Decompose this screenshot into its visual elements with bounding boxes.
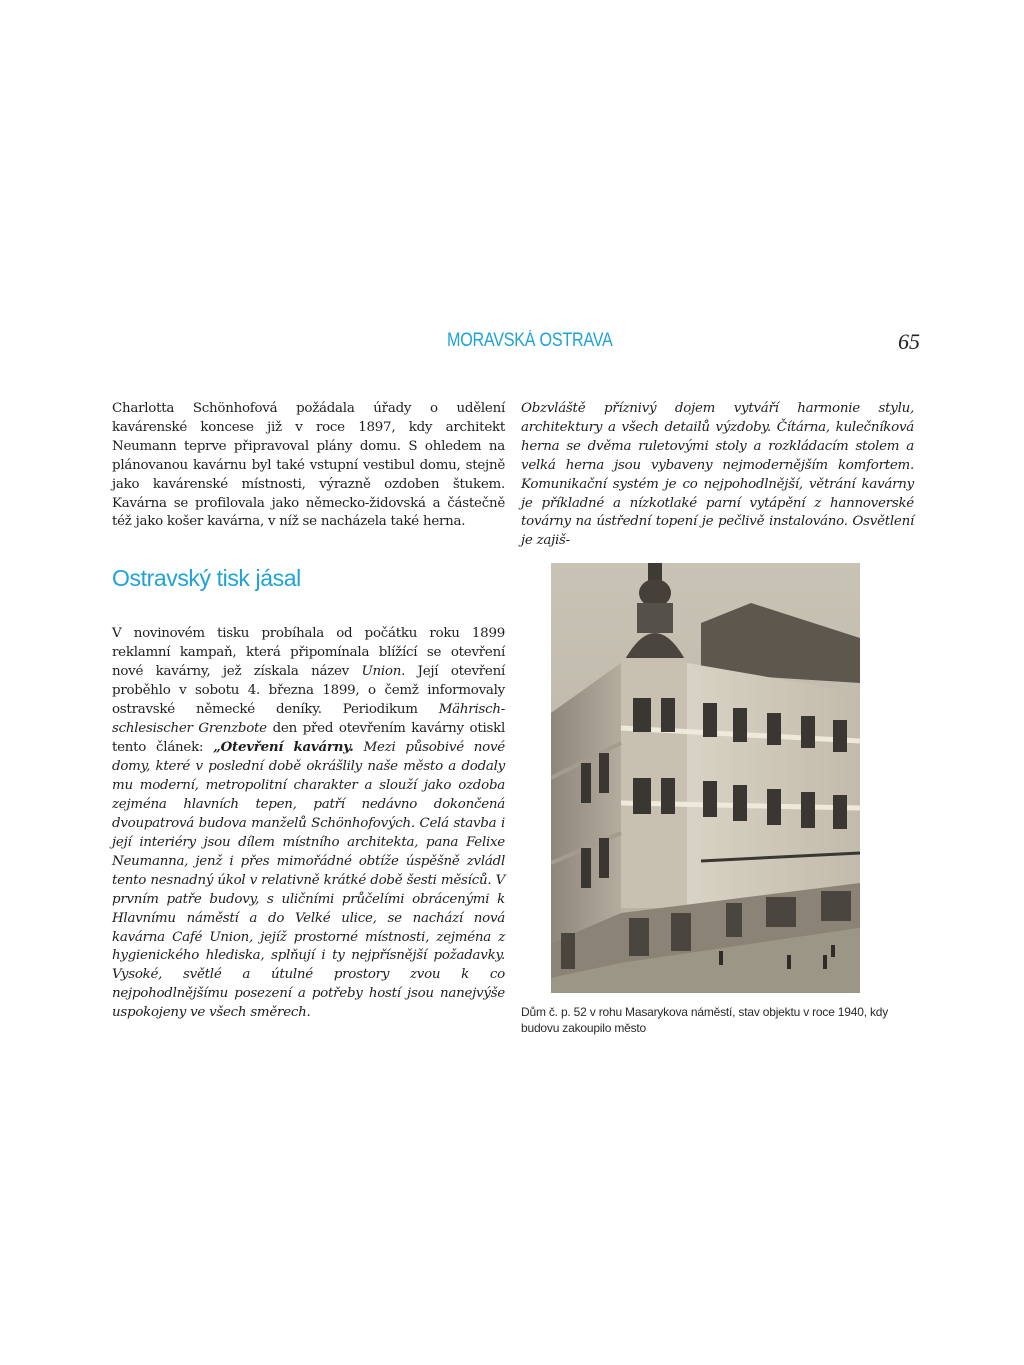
building-photo [551,563,860,993]
running-title: MORAVSKÁ OSTRAVA [447,330,613,351]
article-quote: Mezi působivé nové domy, které v poslední době okrášlily naše město a dodaly mu moderní, metropolitní charakter a slouží jako ozdoba zejména hlavních tepen, patří nedávno dokončená dvoupatrová budova manželů Schönhofových. Celá stavba i její interiéry jsou dílem místního architekta, pana Felixe Neumanna, jenž i přes mimořádné obtíže úspěšně zvládl tento nesnadný úkol v relativně krátké době šesti měsíců. V prvním patře budovy, s uličními průčelími obrácenými k Hlavnímu náměstí a do Velké ulice, se nachází nová kavárna Café Union, jejíž prostorné místnosti, zejména z hygienického hlediska, splňují i ty nejpřísnější požadavky. Vysoké, světlé a útulné prostory zvou k co nejpohodlnějšímu posezení a potřeby hostí jsou nanejvýše uspokojeny ve všech směrech. [112,740,505,1021]
article-title: „Otevření kavárny. [213,739,354,756]
intro-left-column [112,400,505,532]
section-text-2: . Její otevření proběhlo v sobotu 4. března 1899, o čemž informovaly ostravské německé deníky. Periodikum [112,663,505,717]
periodical-name: Mährisch-schlesischer Grenzbote [112,701,505,736]
page-number: 65 [898,329,920,354]
building-photo-illustration [551,563,860,993]
section-paragraph [112,625,505,1023]
section-heading: Ostravský tisk jásal [112,565,301,591]
section-text-1: V novinovém tisku probíhala od počátku roku 1899 reklamní kampaň, která připomínala blížící se otevření nové kavárny, jež získala název [112,626,505,679]
intro-left-paragraph: Charlotta Schönhofová požádala úřady o udělení kavárenské koncese již v roce 1897, kdy architekt Neumann teprve připravoval plány domu. S ohledem na plánovanou kavárnu byl také vstupní vestibul domu, stejně jako kavárenské místnosti, výrazně ozdoben štukem. Kavárna se profilovala jako německo-židovská a částečně též jako košer kavárna, v níž se nacházela také herna. [112,401,505,530]
cafe-name: Union [361,663,402,679]
section-text-3: den před otevřením kavárny otiskl tento článek: [112,720,506,756]
section-body-column [112,625,505,1023]
intro-right-paragraph: Obzvláště příznivý dojem vytváří harmonie stylu, architektury a všech detailů výzdoby. Čítárna, kulečníková herna se dvěma ruletovými stoly a rozkládacím stolem a velká herna jsou vybaveny nejmodernějším komfortem. Komunikační systém je co nejpohodlnější, větrání kavárny je příkladné a nízkotlaké parní vytápění z hannoverské továrny na ústřední topení je pečlivě instalováno. Osvětlení je zajiš- [521,401,914,549]
figure-caption: Dům č. p. 52 v rohu Masarykova náměstí, stav objektu v roce 1940, kdy budovu zakoupilo město [521,1005,889,1035]
intro-right-column [521,400,914,551]
